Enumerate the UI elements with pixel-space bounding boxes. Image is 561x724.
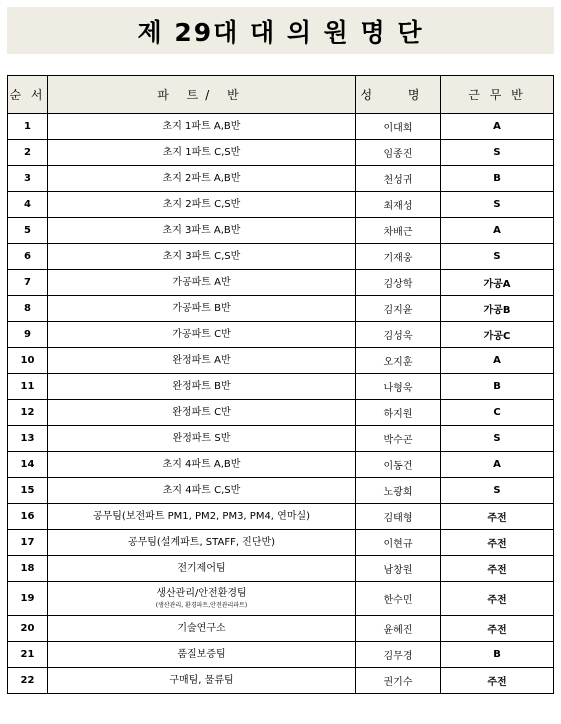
part-label: 완정파트 S반: [172, 432, 231, 444]
cell-name: 기재웅: [356, 244, 441, 270]
cell-part: [48, 270, 356, 296]
cell-shift: S: [441, 140, 554, 166]
cell-shift: B: [441, 166, 554, 192]
cell-name: 이현규: [356, 530, 441, 556]
part-label: 초지 2파트 C,S반: [162, 198, 241, 210]
part-label: 초지 4파트 A,B반: [162, 458, 241, 470]
cell-name: 김성욱: [356, 322, 441, 348]
table-row: [8, 270, 554, 296]
table-body: [8, 114, 554, 694]
cell-name: 김지윤: [356, 296, 441, 322]
cell-name: 나형욱: [356, 374, 441, 400]
cell-part: [48, 530, 356, 556]
cell-shift: S: [441, 478, 554, 504]
cell-part: [48, 374, 356, 400]
cell-shift: A: [441, 452, 554, 478]
cell-no: 15: [8, 478, 48, 504]
table-row: [8, 244, 554, 270]
cell-no: 19: [8, 582, 48, 616]
cell-shift: A: [441, 114, 554, 140]
table-header: [8, 76, 554, 114]
cell-no: 9: [8, 322, 48, 348]
cell-shift: 주전: [441, 530, 554, 556]
cell-shift: 가공C: [441, 322, 554, 348]
cell-name: 권기수: [356, 668, 441, 694]
cell-part: [48, 192, 356, 218]
cell-shift: 주전: [441, 556, 554, 582]
table-row: [8, 478, 554, 504]
cell-no: 1: [8, 114, 48, 140]
cell-no: 3: [8, 166, 48, 192]
part-label: 구매팀, 물류팀: [169, 674, 234, 686]
cell-shift: C: [441, 400, 554, 426]
cell-name: 남창원: [356, 556, 441, 582]
table-row: [8, 668, 554, 694]
cell-shift: S: [441, 426, 554, 452]
part-label: 완정파트 B반: [172, 380, 231, 392]
cell-part: [48, 668, 356, 694]
cell-name: 윤혜진: [356, 616, 441, 642]
cell-shift: 주전: [441, 504, 554, 530]
cell-part: [48, 114, 356, 140]
part-label: 초지 3파트 C,S반: [162, 250, 241, 262]
cell-shift: S: [441, 244, 554, 270]
part-label: 전기제어팀: [177, 562, 226, 574]
cell-shift: S: [441, 192, 554, 218]
table-row: [8, 140, 554, 166]
table-row: [8, 556, 554, 582]
cell-name: 김태형: [356, 504, 441, 530]
cell-shift: 주전: [441, 582, 554, 616]
part-sublabel: (생산관리, 환경파트,안전관리파트): [155, 602, 248, 609]
part-label: 공무팀(설계파트, STAFF, 진단반): [127, 536, 276, 548]
table-row: [8, 114, 554, 140]
cell-name: 차배근: [356, 218, 441, 244]
part-label: 가공파트 B반: [172, 302, 231, 314]
table-row: [8, 296, 554, 322]
cell-no: 14: [8, 452, 48, 478]
header-shift: 근 무 반: [441, 76, 554, 114]
cell-no: 20: [8, 616, 48, 642]
table-row: [8, 582, 554, 616]
cell-part: [48, 296, 356, 322]
table-row: [8, 218, 554, 244]
cell-no: 17: [8, 530, 48, 556]
table-row: [8, 452, 554, 478]
part-label: 가공파트 A반: [172, 276, 231, 288]
table-row: [8, 166, 554, 192]
cell-part: [48, 244, 356, 270]
cell-part: [48, 582, 356, 616]
part-label: 가공파트 C반: [172, 328, 231, 340]
part-label: 초지 3파트 A,B반: [162, 224, 241, 236]
part-label: 초지 4파트 C,S반: [162, 484, 241, 496]
part-label: 초지 2파트 A,B반: [162, 172, 241, 184]
title-banner: [7, 7, 554, 54]
cell-name: 이동건: [356, 452, 441, 478]
cell-part: [48, 616, 356, 642]
table-row: [8, 616, 554, 642]
part-label: 기술연구소: [177, 622, 226, 634]
cell-name: 이대희: [356, 114, 441, 140]
cell-part: [48, 452, 356, 478]
header-row: [8, 76, 554, 114]
cell-no: 13: [8, 426, 48, 452]
cell-name: 천성귀: [356, 166, 441, 192]
cell-no: 4: [8, 192, 48, 218]
cell-part: [48, 140, 356, 166]
cell-shift: B: [441, 642, 554, 668]
table-row: [8, 192, 554, 218]
cell-shift: 가공B: [441, 296, 554, 322]
cell-part: [48, 218, 356, 244]
part-label: 초지 1파트 A,B반: [162, 120, 241, 132]
cell-part: [48, 556, 356, 582]
cell-part: [48, 426, 356, 452]
cell-shift: A: [441, 348, 554, 374]
cell-part: [48, 400, 356, 426]
table-row: [8, 504, 554, 530]
cell-no: 8: [8, 296, 48, 322]
header-no: 순 서: [8, 76, 48, 114]
cell-no: 6: [8, 244, 48, 270]
page-title: 제 29대 대 의 원 명 단: [137, 17, 424, 47]
cell-no: 5: [8, 218, 48, 244]
cell-name: 김상학: [356, 270, 441, 296]
cell-shift: 가공A: [441, 270, 554, 296]
part-label: 공무팀(보전파트 PM1, PM2, PM3, PM4, 연마실): [92, 510, 311, 522]
table-row: [8, 348, 554, 374]
delegate-table: [7, 75, 554, 694]
cell-name: 김무경: [356, 642, 441, 668]
cell-name: 박수곤: [356, 426, 441, 452]
part-label: 완정파트 A반: [172, 354, 231, 366]
header-part: 파 트/ 반: [48, 76, 356, 114]
cell-no: 22: [8, 668, 48, 694]
table-row: [8, 400, 554, 426]
cell-part: [48, 166, 356, 192]
header-name: 성 명: [356, 76, 441, 114]
table-row: [8, 322, 554, 348]
cell-shift: A: [441, 218, 554, 244]
part-label: 생산관리/안전환경팀: [156, 588, 247, 599]
cell-part: [48, 322, 356, 348]
cell-no: 11: [8, 374, 48, 400]
cell-shift: 주전: [441, 668, 554, 694]
cell-name: 하지원: [356, 400, 441, 426]
cell-no: 16: [8, 504, 48, 530]
cell-name: 노광희: [356, 478, 441, 504]
part-label: 품질보증팀: [177, 648, 226, 660]
cell-no: 21: [8, 642, 48, 668]
part-label: 초지 1파트 C,S반: [162, 146, 241, 158]
cell-name: 오지훈: [356, 348, 441, 374]
cell-no: 2: [8, 140, 48, 166]
cell-shift: B: [441, 374, 554, 400]
cell-name: 한수민: [356, 582, 441, 616]
table-row: [8, 642, 554, 668]
cell-part: [48, 348, 356, 374]
cell-no: 18: [8, 556, 48, 582]
cell-no: 12: [8, 400, 48, 426]
table-row: [8, 530, 554, 556]
cell-no: 10: [8, 348, 48, 374]
cell-name: 임종진: [356, 140, 441, 166]
table-row: [8, 374, 554, 400]
table-row: [8, 426, 554, 452]
cell-no: 7: [8, 270, 48, 296]
part-label: 완정파트 C반: [172, 406, 231, 418]
cell-part: [48, 642, 356, 668]
cell-part: [48, 504, 356, 530]
cell-part: [48, 478, 356, 504]
cell-shift: 주전: [441, 616, 554, 642]
cell-name: 최재성: [356, 192, 441, 218]
